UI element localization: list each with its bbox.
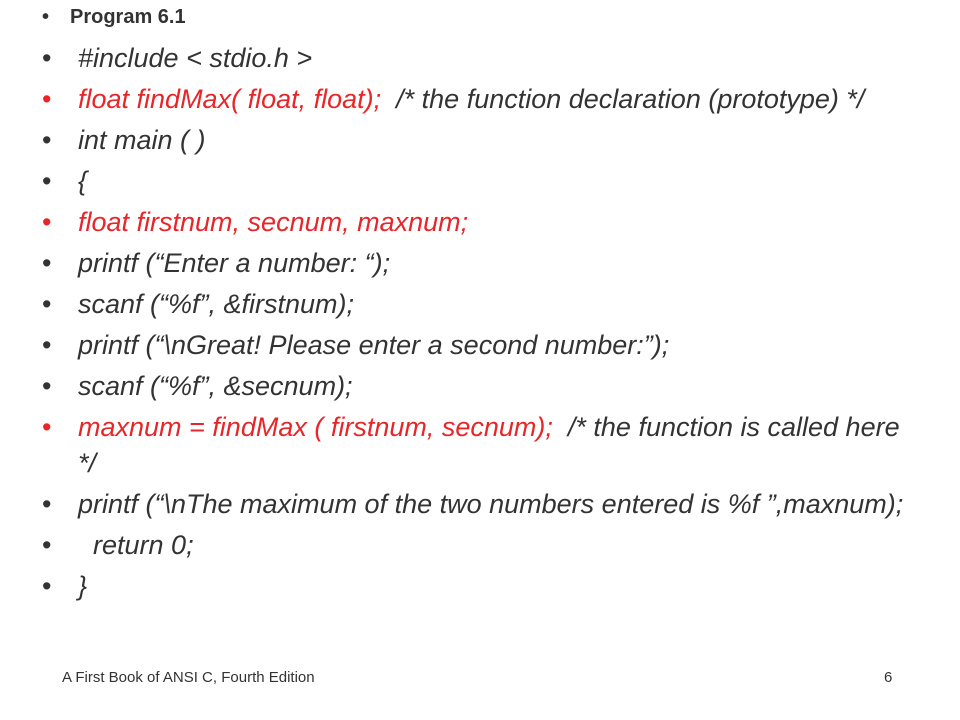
code-line-open-brace (42, 163, 922, 199)
bullet: • (42, 571, 52, 601)
code-text: printf (“\nThe maximum of the two numbers entered is %f ”,maxnum); (78, 489, 904, 519)
code-line-printf-2 (42, 327, 922, 363)
bullet: • (42, 84, 52, 114)
code-text: scanf (“%f”, &secnum); (78, 371, 353, 401)
code-text: scanf (“%f”, &firstnum); (78, 289, 355, 319)
bullet: • (42, 6, 50, 28)
code-text: printf (“\nGreat! Please enter a second number:”); (78, 330, 670, 360)
bullet: • (42, 530, 52, 560)
bullet: • (42, 489, 52, 519)
code-text: #include < stdio.h > (78, 43, 313, 73)
bullet: • (42, 371, 52, 401)
code-line-scanf-2 (42, 368, 922, 404)
code-text: } (78, 571, 88, 601)
code-text: printf (“Enter a number: “); (78, 248, 391, 278)
code-comment: /* the function declaration (prototype) */ (381, 84, 865, 114)
code-line-call-findmax (42, 409, 922, 481)
program-label (42, 6, 186, 29)
code-line-include (42, 40, 922, 76)
bullet: • (42, 289, 52, 319)
code-text: { (78, 166, 88, 196)
bullet: • (42, 166, 52, 196)
code-text: float findMax( float, float); (78, 84, 382, 114)
bullet: • (42, 125, 52, 155)
bullet: • (42, 330, 52, 360)
code-line-return (42, 527, 922, 563)
code-line-declare-vars (42, 204, 922, 240)
bullet: • (42, 412, 52, 442)
code-comment: /* the function is called here */ (78, 412, 908, 478)
code-line-prototype (42, 81, 922, 117)
code-listing (42, 40, 922, 609)
footer-book-title: A First Book of ANSI C, Fourth Edition (62, 669, 315, 686)
code-line-close-brace (42, 568, 922, 604)
code-text: maxnum = findMax ( firstnum, secnum); (78, 412, 553, 442)
page-number: 6 (884, 669, 893, 686)
bullet: • (42, 248, 52, 278)
bullet: • (42, 207, 52, 237)
bullet: • (42, 43, 52, 73)
code-line-main (42, 122, 922, 158)
code-text: return 0; (78, 530, 194, 560)
code-line-printf-3 (42, 486, 922, 522)
code-line-printf-1 (42, 245, 922, 281)
code-text: float firstnum, secnum, maxnum; (78, 207, 469, 237)
program-label-text: Program 6.1 (70, 6, 186, 28)
code-text: int main ( ) (78, 125, 206, 155)
code-line-scanf-1 (42, 286, 922, 322)
